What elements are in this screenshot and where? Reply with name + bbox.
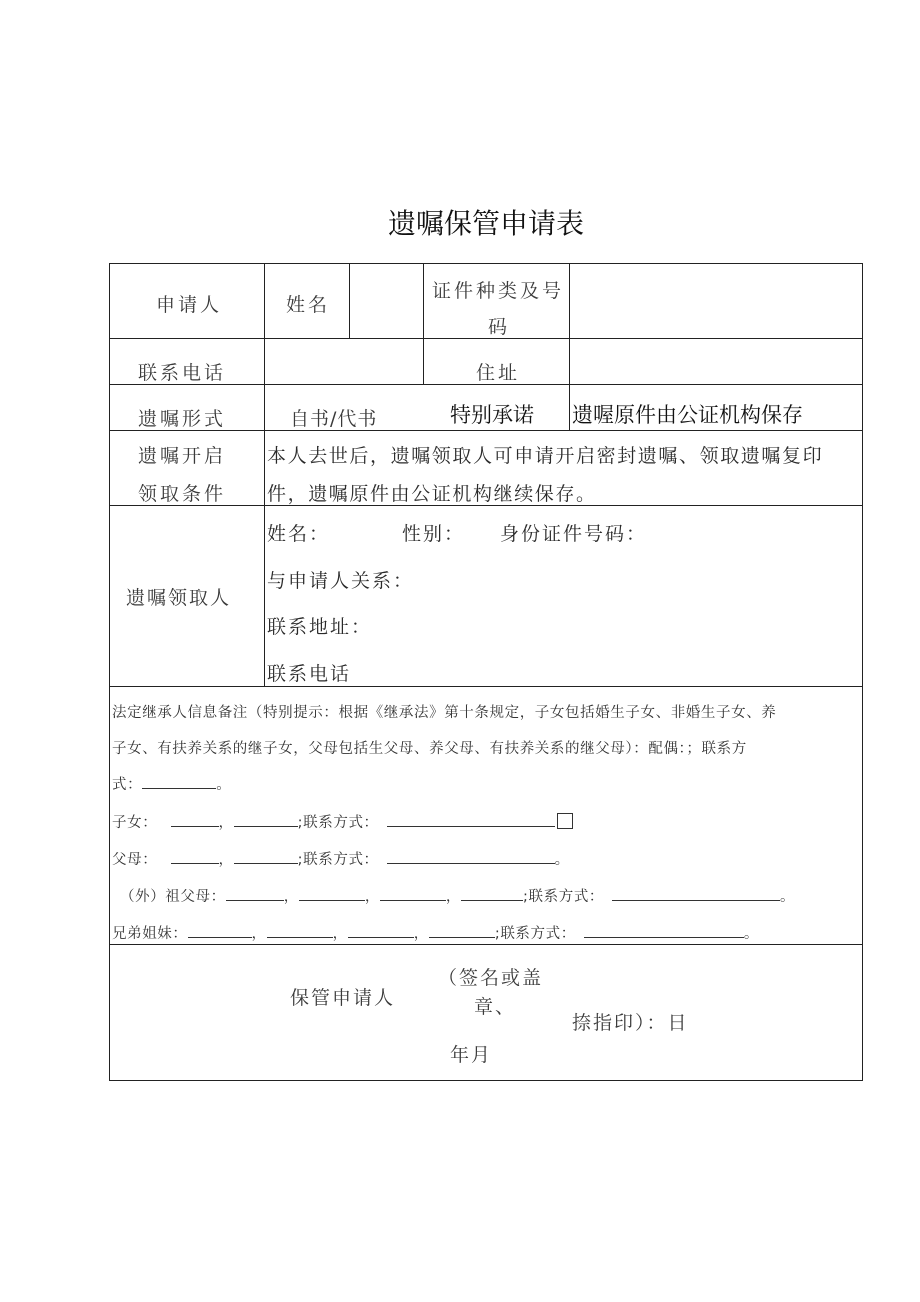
period: 。 bbox=[743, 926, 759, 942]
row-divider bbox=[110, 686, 863, 687]
receiver-name: 姓名： bbox=[267, 523, 331, 545]
open-conditions-label-cont: 领取条件 bbox=[138, 483, 227, 505]
parents-label: 父母： bbox=[112, 852, 158, 868]
column-divider bbox=[264, 505, 265, 686]
siblings-row bbox=[112, 922, 759, 943]
parents-name-blank[interactable] bbox=[234, 849, 298, 864]
grandparents-name-blank[interactable] bbox=[299, 886, 365, 901]
phone-field[interactable] bbox=[267, 341, 421, 382]
signature-note: （签名或盖 bbox=[438, 967, 544, 989]
comma: ， bbox=[218, 852, 234, 868]
checkbox[interactable] bbox=[557, 813, 573, 829]
receiver-id: 身份证件号码： bbox=[500, 523, 648, 545]
column-divider bbox=[423, 263, 424, 384]
receiver-relation: 与申请人关系： bbox=[267, 570, 415, 592]
comma: ， bbox=[332, 926, 348, 942]
document-title: 遗嘱保管申请表 bbox=[387, 207, 584, 240]
row-divider bbox=[110, 944, 863, 945]
parents-contact-blank[interactable] bbox=[387, 849, 555, 864]
contact-label: 联系方式： bbox=[303, 815, 379, 831]
address-field[interactable] bbox=[572, 341, 860, 382]
column-divider bbox=[349, 263, 350, 338]
siblings-name-blank[interactable] bbox=[267, 923, 333, 938]
contact-label: 联系方式： bbox=[500, 926, 576, 942]
id-type-label-cont: 码 bbox=[488, 316, 511, 338]
id-type-label: 证件种类及号 bbox=[432, 280, 565, 302]
column-divider bbox=[569, 384, 570, 430]
heirs-note-cont: 子女、有扶养关系的继子女，父母包括生父母、养父母、有扶养关系的继父母）：配偶：；联系方 bbox=[112, 741, 747, 757]
open-conditions-label: 遗嘱开启 bbox=[138, 445, 227, 467]
will-form-value: 自书/代书 bbox=[290, 408, 378, 430]
row-divider bbox=[110, 338, 863, 339]
children-contact-blank[interactable] bbox=[387, 812, 555, 827]
will-form-label: 遗嘱形式 bbox=[138, 408, 227, 430]
applicant-label: 申请人 bbox=[156, 294, 223, 316]
spouse-contact-blank[interactable] bbox=[142, 774, 216, 789]
signature-note-end: 捺指印）：日 bbox=[572, 1012, 689, 1034]
parents-name-blank[interactable] bbox=[171, 849, 219, 864]
siblings-name-blank[interactable] bbox=[348, 923, 414, 938]
signature-note-cont: 章、 bbox=[474, 996, 517, 1018]
contact-label: 联系方式： bbox=[303, 852, 379, 868]
children-name-blank[interactable] bbox=[234, 812, 298, 827]
name-label: 姓名 bbox=[286, 294, 331, 316]
siblings-label: 兄弟姐妹： bbox=[112, 926, 188, 942]
heirs-note-end bbox=[112, 773, 231, 794]
comma: ， bbox=[218, 815, 234, 831]
period: 。 bbox=[216, 777, 232, 793]
receiver-gender: 性别： bbox=[402, 523, 466, 545]
spouse-contact-label: 式： bbox=[112, 777, 143, 793]
semicolon: ; bbox=[494, 926, 501, 942]
grandparents-name-blank[interactable] bbox=[461, 886, 523, 901]
phone-label: 联系电话 bbox=[138, 362, 227, 384]
grandparents-name-blank[interactable] bbox=[380, 886, 446, 901]
siblings-name-blank[interactable] bbox=[188, 923, 252, 938]
siblings-contact-blank[interactable] bbox=[584, 923, 744, 938]
children-row bbox=[112, 811, 573, 832]
contact-label: 联系方式： bbox=[528, 889, 605, 905]
comma: ， bbox=[364, 889, 380, 905]
semicolon: ; bbox=[297, 815, 304, 831]
comma: ， bbox=[251, 926, 267, 942]
signature-date: 年月 bbox=[450, 1044, 493, 1066]
signature-label: 保管申请人 bbox=[290, 987, 396, 1009]
open-conditions-text-cont: 件，遗嘱原件由公证机构继续保存。 bbox=[267, 483, 597, 505]
children-label: 子女： bbox=[112, 815, 158, 831]
receiver-phone: 联系电话 bbox=[267, 663, 352, 685]
children-name-blank[interactable] bbox=[171, 812, 219, 827]
siblings-name-blank[interactable] bbox=[429, 923, 495, 938]
id-number-field[interactable] bbox=[572, 266, 860, 336]
open-conditions-text: 本人去世后，遗嘱领取人可申请开启密封遗嘱、领取遗嘱复印 bbox=[267, 445, 824, 467]
period: 。 bbox=[554, 852, 570, 868]
period: 。 bbox=[780, 889, 796, 905]
application-form-table bbox=[109, 263, 863, 1081]
semicolon: ; bbox=[297, 852, 304, 868]
heirs-note: 法定继承人信息备注（特别提示：根据《继承法》第十条规定，子女包括婚生子女、非婚生子女、养 bbox=[112, 705, 777, 721]
comma: ， bbox=[445, 889, 462, 905]
receiver-label: 遗嘱领取人 bbox=[126, 587, 232, 609]
receiver-address: 联系地址： bbox=[267, 616, 373, 638]
semicolon: ; bbox=[523, 889, 529, 905]
parents-row bbox=[112, 848, 570, 869]
grandparents-name-blank[interactable] bbox=[226, 886, 284, 901]
special-promise-label: 特别承诺 bbox=[450, 403, 534, 427]
name-field[interactable] bbox=[352, 266, 420, 336]
comma: ， bbox=[413, 926, 429, 942]
grandparents-contact-blank[interactable] bbox=[612, 886, 780, 901]
column-divider bbox=[264, 263, 265, 505]
address-label: 住址 bbox=[476, 362, 521, 384]
grandparents-row bbox=[120, 885, 795, 906]
grandparents-label: （外）祖父母： bbox=[120, 889, 226, 905]
special-promise-value: 遗喔原件由公证机构保存 bbox=[572, 403, 803, 427]
column-divider bbox=[569, 263, 570, 384]
comma: ， bbox=[283, 889, 299, 905]
